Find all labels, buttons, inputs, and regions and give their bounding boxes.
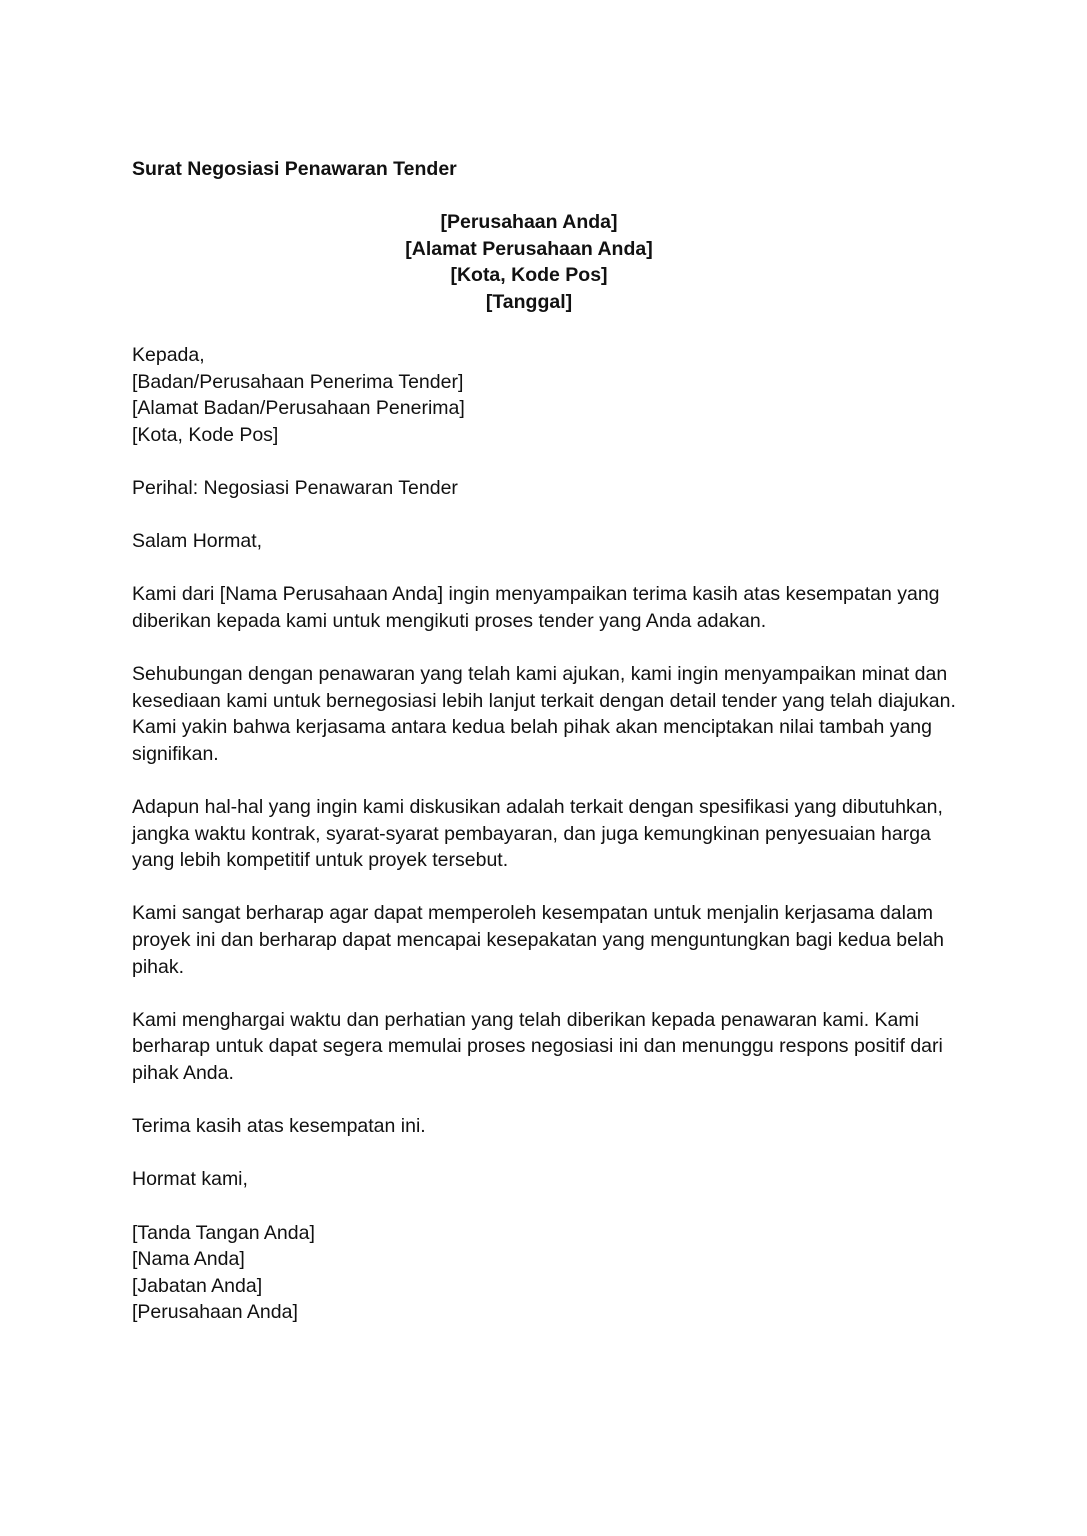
recipient-address: [Alamat Badan/Perusahaan Penerima] xyxy=(132,397,465,420)
recipient-block xyxy=(132,342,962,448)
signature-placeholder: [Tanda Tangan Anda] xyxy=(132,1221,315,1244)
letter-date: [Tanggal] xyxy=(485,290,573,313)
sender-address: [Alamat Perusahaan Anda] xyxy=(405,237,653,260)
body-paragraph-6: Terima kasih atas kesempatan ini. xyxy=(132,1115,426,1138)
signer-position: [Jabatan Anda] xyxy=(132,1274,263,1297)
letter-content xyxy=(132,156,962,1326)
document-title: Surat Negosiasi Penawaran Tender xyxy=(132,158,457,180)
sender-company: [Perusahaan Anda] xyxy=(440,211,618,233)
body-paragraph-5: Kami menghargai waktu dan perhatian yang telah diberikan kepada penawaran kami. Kami berharap untuk dapat segera memulai proses negosiasi ini dan menunggu respons positif dari pihak Anda. xyxy=(132,1008,943,1084)
body-paragraph-2: Sehubungan dengan penawaran yang telah kami ajukan, kami ingin menyampaikan minat dan kesediaan kami untuk bernegosiasi lebih lanjut terkait dengan detail tender yang telah diajukan. Kami yakin bahwa kerjasama antara kedua belah pihak akan menciptakan nilai tambah yang signifikan. xyxy=(132,663,956,765)
letter-subject: Perihal: Negosiasi Penawaran Tender xyxy=(132,476,458,499)
body-paragraph-4: Kami sangat berharap agar dapat memperoleh kesempatan untuk menjalin kerjasama dalam proyek ini dan berharap dapat mencapai kesepakatan yang menguntungkan bagi kedua belah pihak. xyxy=(132,902,945,978)
body-paragraph-3: Adapun hal-hal yang ingin kami diskusikan adalah terkait dengan spesifikasi yang dibutuhkan, jangka waktu kontrak, syarat-syarat pembayaran, dan juga kemungkinan penyesuaian harga yang lebih kompetitif untuk proyek tersebut. xyxy=(132,796,943,872)
signer-name: [Nama Anda] xyxy=(132,1248,245,1271)
sender-block xyxy=(114,209,944,315)
body-paragraph-1: Kami dari [Nama Perusahaan Anda] ingin menyampaikan terima kasih atas kesempatan yang diberikan kepada kami untuk mengikuti proses tender yang Anda adakan. xyxy=(132,583,940,632)
signer-company: [Perusahaan Anda] xyxy=(132,1301,298,1324)
sender-city: [Kota, Kode Pos] xyxy=(450,264,608,287)
letter-greeting: Salam Hormat, xyxy=(132,530,263,553)
recipient-to: Kepada, xyxy=(132,343,205,366)
signature-block xyxy=(132,1220,962,1326)
letter-closing: Hormat kami, xyxy=(132,1168,248,1191)
recipient-name: [Badan/Perusahaan Penerima Tender] xyxy=(132,370,464,393)
recipient-city: [Kota, Kode Pos] xyxy=(132,423,279,446)
